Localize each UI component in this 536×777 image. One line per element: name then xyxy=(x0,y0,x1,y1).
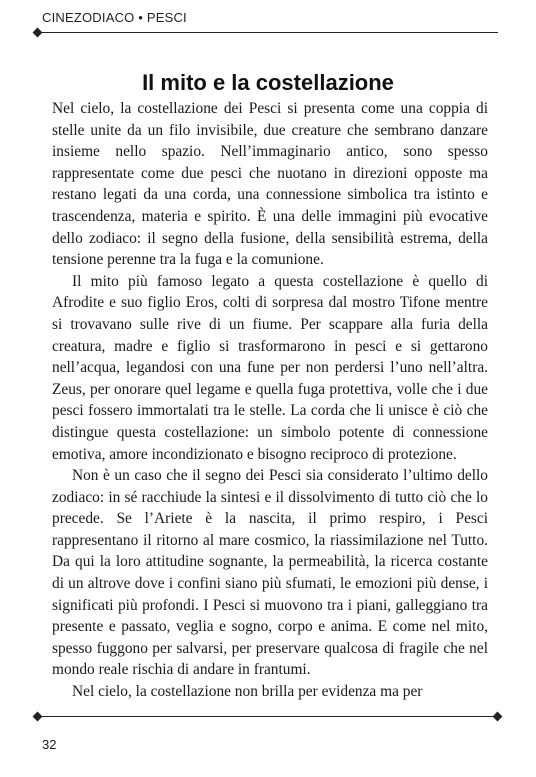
paragraph: Nel cielo, la costellazione dei Pesci si presenta come una coppia di stelle unite da un filo invisibile, due creature che sembrano danzare insieme nello spazio. Nell’immaginario antico, sono spesso rappresentate come due pesci che nuotano in direzioni opposte ma restano legati da una corda, una connessione simbolica tra istinto e trascendenza, materia e spirito. È una delle immagini più evocative dello zodiaco: il segno della fusione, della sensibilità estrema, della tensione perenne tra la fuga e la comunione. xyxy=(52,100,488,269)
header-rule xyxy=(38,32,498,33)
paragraph: Il mito più famoso legato a questa costellazione è quello di Afrodite e suo figlio Eros, colti di sorpresa dal mostro Tifone mentre si trovavano sulle rive di un fiume. Per scappare alla furia della creatura, madre e figlio si trasformarono in pesci e si gettarono nell’acqua, legandosi con una fune per non perdersi l’uno nell’altra. Zeus, per onorare quel legame e quella fuga protettiva, volle che i due pesci fossero immortalati tra le stelle. La corda che li unisce è ciò che distingue questa costellazione: un simbolo potente di connessione emotiva, amore incondizionato e bisogno reciproco di protezione. xyxy=(52,272,488,463)
paragraph: Nel cielo, la costellazione non brilla per evidenza ma per xyxy=(72,683,423,701)
footer-rule xyxy=(38,716,498,717)
ornament-diamond-icon xyxy=(493,712,503,722)
body-text xyxy=(52,98,488,703)
running-header: CINEZODIACO • PESCI xyxy=(42,10,187,25)
paragraph: Non è un caso che il segno dei Pesci sia considerato l’ultimo dello zodiaco: in sé racchiude la sintesi e il dissolvimento di tutto ciò che lo precede. Se l’Ariete è la nascita, il primo respiro, i Pesci rappresentano il ritorno al mare cosmico, la riassimilazione nel Tutto. Da qui la loro attitudine sognante, la permeabilità, la ricerca costante di un altrove dove i confini siano più sfumati, le emozioni più dense, i significati più profondi. I Pesci si muovono tra i piani, galleggiano tra presente e passato, veglia e sogno, corpo e anima. E come nel mito, spesso fuggono per salvarsi, per preservare qualcosa di fragile che nel mondo reale rischia di andare in frantumi. xyxy=(52,467,488,679)
section-title: Il mito e la costellazione xyxy=(142,70,394,95)
page-number: 32 xyxy=(42,737,57,752)
